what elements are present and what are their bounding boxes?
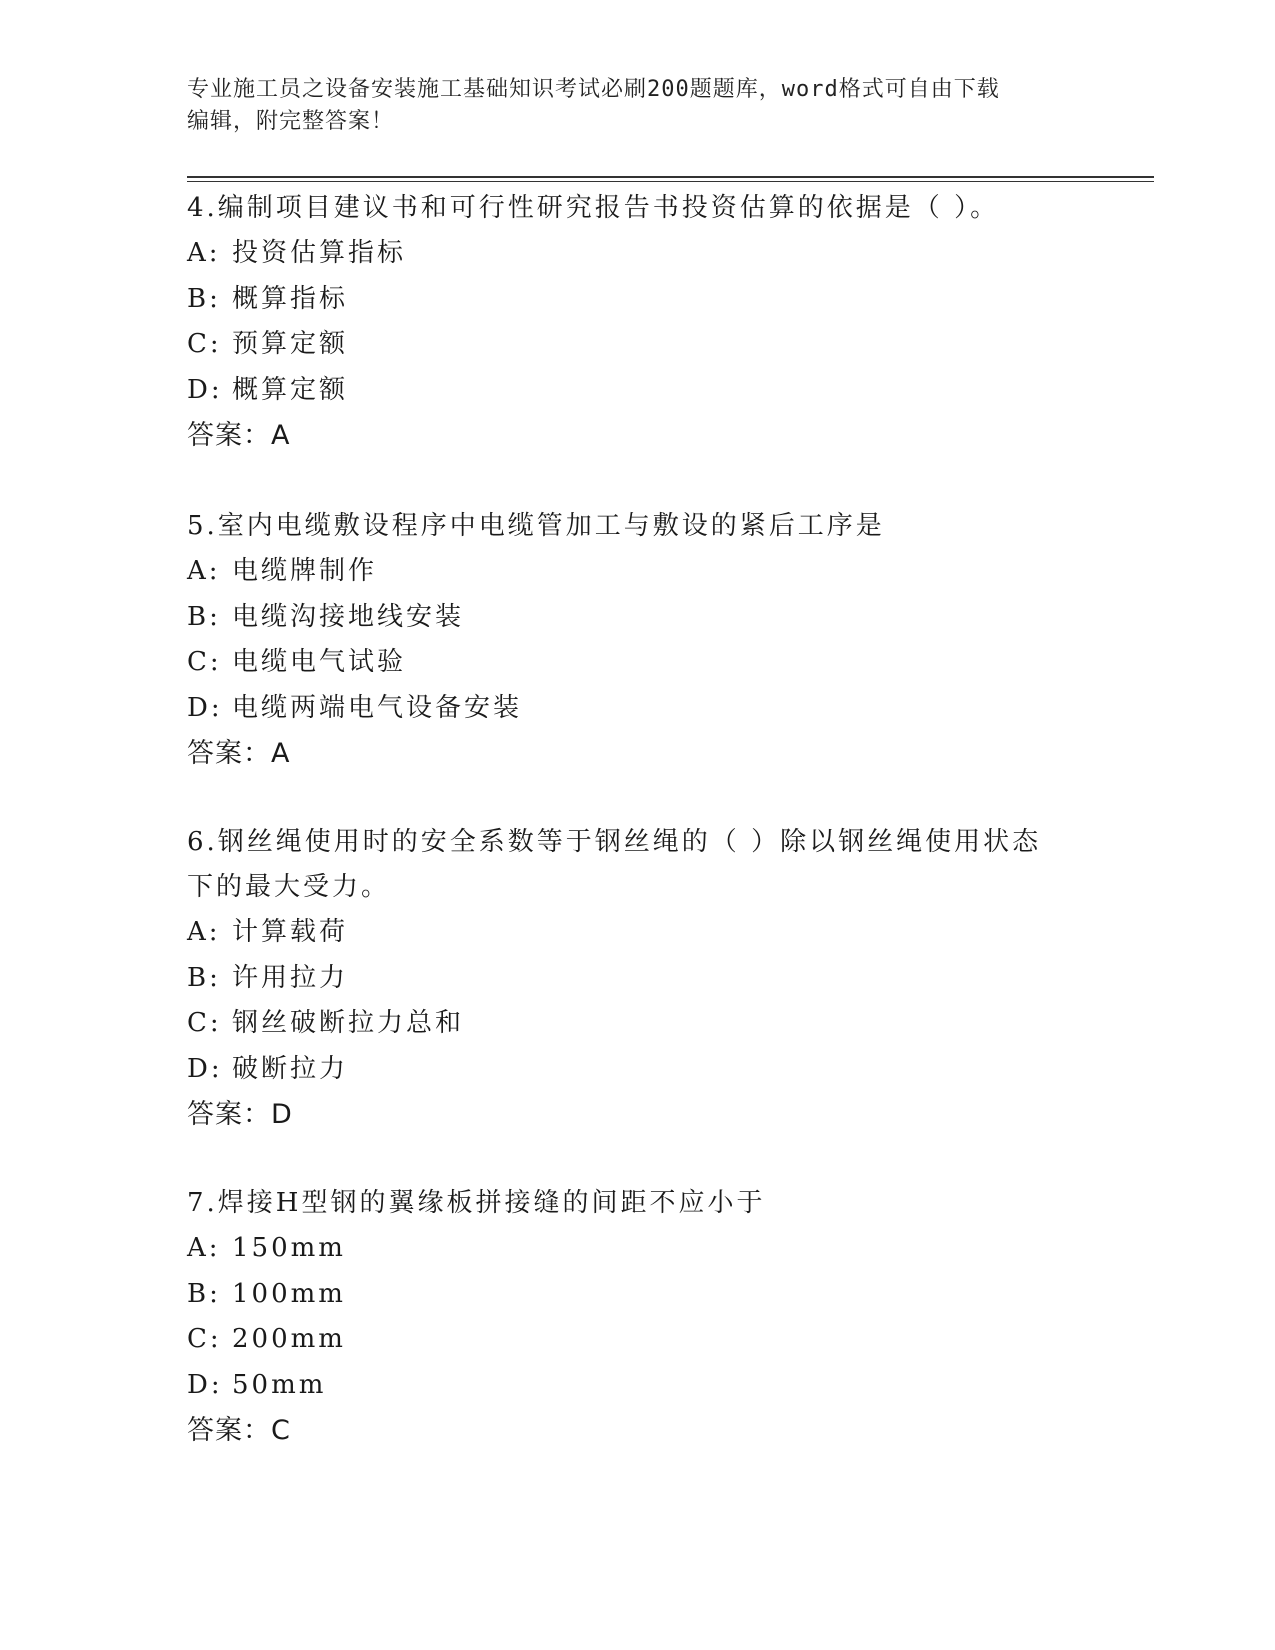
answer-line bbox=[187, 1092, 1067, 1137]
option-text: 概算指标 bbox=[232, 283, 349, 314]
question-stem: 5.室内电缆敷设程序中电缆管加工与敷设的紧后工序是 bbox=[187, 511, 885, 541]
option-b bbox=[187, 277, 1087, 323]
option-c bbox=[187, 640, 1087, 686]
option-text: 电缆沟接地线安装 bbox=[232, 601, 465, 632]
question-7 bbox=[187, 1181, 1087, 1453]
option-text: 投资估算指标 bbox=[232, 238, 407, 268]
option-key: C: bbox=[187, 1008, 222, 1038]
option-a bbox=[187, 910, 1067, 956]
option-key: B: bbox=[187, 1278, 221, 1309]
option-a bbox=[187, 231, 1087, 277]
option-key: A: bbox=[187, 1233, 221, 1263]
answer-label: 答案： bbox=[187, 420, 271, 451]
option-key: C: bbox=[187, 1324, 222, 1354]
header-title-line-2: 编辑，附完整答案！ bbox=[187, 109, 395, 134]
answer-line bbox=[187, 1408, 1087, 1453]
question-stem: 6.钢丝绳使用时的安全系数等于钢丝绳的（ ）除以钢丝绳使用状态下的最大受力。 bbox=[187, 827, 1042, 902]
option-text: 200mm bbox=[232, 1324, 346, 1354]
option-text: 钢丝破断拉力总和 bbox=[232, 1008, 465, 1038]
option-text: 150mm bbox=[232, 1233, 346, 1263]
question-stem: 7.焊接H型钢的翼缘板拼接缝的间距不应小于 bbox=[187, 1188, 766, 1218]
option-key: C: bbox=[187, 329, 222, 359]
option-key: B: bbox=[187, 601, 221, 632]
option-text: 电缆电气试验 bbox=[232, 647, 407, 677]
option-key: A: bbox=[187, 556, 221, 586]
option-key: B: bbox=[187, 283, 221, 314]
answer-value: C bbox=[271, 1415, 291, 1446]
option-text: 破断拉力 bbox=[232, 1053, 349, 1084]
option-key: D: bbox=[187, 1053, 223, 1084]
option-text: 电缆两端电气设备安装 bbox=[232, 692, 523, 723]
option-text: 预算定额 bbox=[232, 329, 349, 359]
question-stem: 4.编制项目建议书和可行性研究报告书投资估算的依据是（ ）。 bbox=[187, 193, 1000, 223]
option-text: 概算定额 bbox=[232, 374, 349, 405]
answer-value: A bbox=[271, 420, 291, 451]
header-divider-thick bbox=[187, 176, 1154, 178]
answer-line bbox=[187, 731, 1087, 776]
option-b bbox=[187, 595, 1087, 641]
option-a bbox=[187, 1226, 1087, 1272]
header-divider-thin bbox=[187, 181, 1154, 182]
answer-value: A bbox=[271, 738, 291, 769]
answer-value: D bbox=[271, 1099, 293, 1130]
header-title-line-1: 专业施工员之设备安装施工基础知识考试必刷200题题库，word格式可自由下载 bbox=[187, 77, 1000, 102]
document-header bbox=[187, 74, 1067, 138]
answer-label: 答案： bbox=[187, 738, 271, 769]
option-c bbox=[187, 1317, 1087, 1363]
option-key: D: bbox=[187, 692, 223, 723]
option-c bbox=[187, 322, 1087, 368]
option-d bbox=[187, 368, 1087, 414]
option-a bbox=[187, 549, 1087, 595]
option-d bbox=[187, 686, 1087, 732]
option-text: 电缆牌制作 bbox=[232, 556, 378, 586]
option-key: A: bbox=[187, 238, 221, 268]
option-key: D: bbox=[187, 374, 223, 405]
option-key: D: bbox=[187, 1369, 223, 1400]
option-d bbox=[187, 1363, 1087, 1409]
question-6 bbox=[187, 820, 1067, 1137]
option-b bbox=[187, 956, 1067, 1002]
option-text: 100mm bbox=[232, 1278, 346, 1309]
option-text: 50mm bbox=[232, 1369, 327, 1400]
question-5 bbox=[187, 504, 1087, 776]
answer-label: 答案： bbox=[187, 1415, 271, 1446]
answer-line bbox=[187, 413, 1087, 458]
option-key: B: bbox=[187, 962, 221, 993]
option-text: 计算载荷 bbox=[232, 917, 349, 947]
answer-label: 答案： bbox=[187, 1099, 271, 1130]
option-d bbox=[187, 1047, 1067, 1093]
option-c bbox=[187, 1001, 1067, 1047]
option-key: A: bbox=[187, 917, 221, 947]
option-text: 许用拉力 bbox=[232, 962, 349, 993]
option-b bbox=[187, 1272, 1087, 1318]
option-key: C: bbox=[187, 647, 222, 677]
question-4 bbox=[187, 186, 1087, 458]
